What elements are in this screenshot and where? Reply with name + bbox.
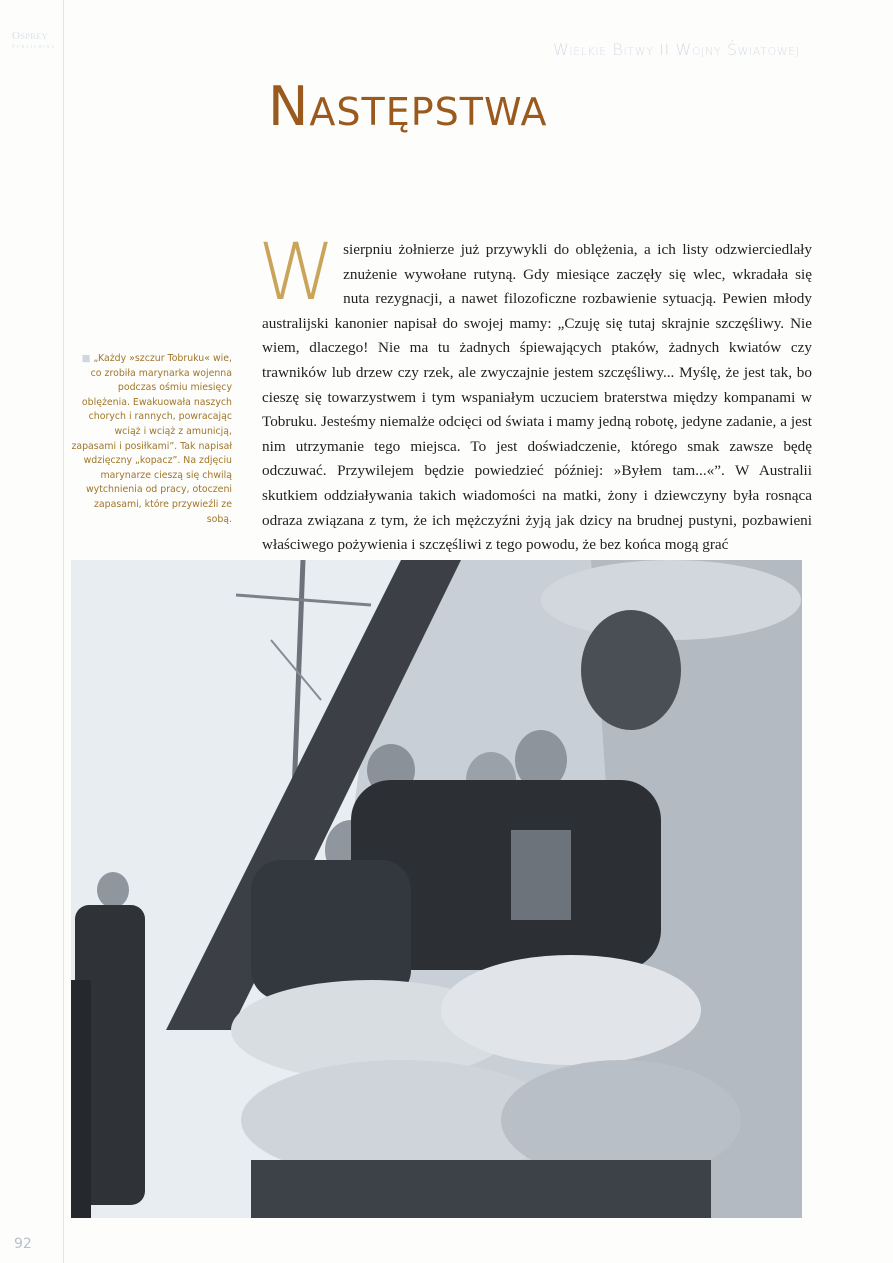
publisher-logo	[12, 30, 72, 50]
article-body	[258, 228, 812, 558]
page-number: 92	[14, 1236, 32, 1252]
publisher-name: Osprey	[12, 30, 48, 42]
photo-illustration	[71, 560, 802, 1218]
article-body-text: sierpniu żołnierze już przywykli do oblężenia, a ich listy odzwierciedlały znużenie wywołane rutyną. Gdy miesiące zaczęły się wlec, wkradała się nuta rezygnacji, a nawet filozoficzne rozbawienie sytuacją. Pewien młody australijski kanonier napisał do swojej mamy: „Czuję się tutaj skrajnie szczęśliwy. Nie wiem, dlaczego! Nie ma tu żadnych śpiewających ptaków, żadnych kwiatów czy trawników lub drzew czy rzek, ale zwyczajnie jestem szczęśliwy... Myślę, że jest tak, bo cieszę się towarzystwem i tym wspaniałym uczuciem braterstwa między kompanami w Tobruku. Jesteśmy niemalże odcięci od świata i mamy jedną robotę, jedyne zadanie, a jest nim utrzymanie tego miejsca. To jest doświadczenie, którego smak zawsze będę odczuwać. Przywilejem będzie powiedzieć później: »Byłem tam...«”. W Australii skutkiem oddziaływania takich wiadomości na matki, żony i dziewczyny była rosnąca odraza związana z tym, że ich mężczyźni żyją jak dzicy na brudnej pustyni, pozbawieni właściwego pożywienia i szczęśliwi z tego powodu, że bez końca mogą grać	[262, 241, 812, 554]
page-margin-rule	[63, 0, 64, 1263]
sailors-photo	[71, 560, 802, 1218]
caption-text: „Każdy »szczur Tobruku« wie, co zrobiła marynarka wojenna podczas ośmiu miesięcy oblężenia. Ewakuowała naszych chorych i rannych, powracając wciąż i wciąż z amunicją, zapasami i posiłkami”. Tak napisał wdzięczny „kopacz”. Na zdjęciu marynarze cieszą się chwilą wytchnienia od pracy, otoczeni zapasami, które przywieźli ze sobą.	[71, 353, 232, 525]
caption-bullet-icon: ■	[81, 353, 91, 364]
drop-cap: W	[258, 228, 336, 318]
running-head: Wielkie Bitwy II Wojny Światowej	[553, 40, 800, 59]
photo-caption	[70, 352, 232, 527]
chapter-title: Następstwa	[268, 75, 548, 138]
publisher-sub: Publishing	[12, 45, 57, 50]
